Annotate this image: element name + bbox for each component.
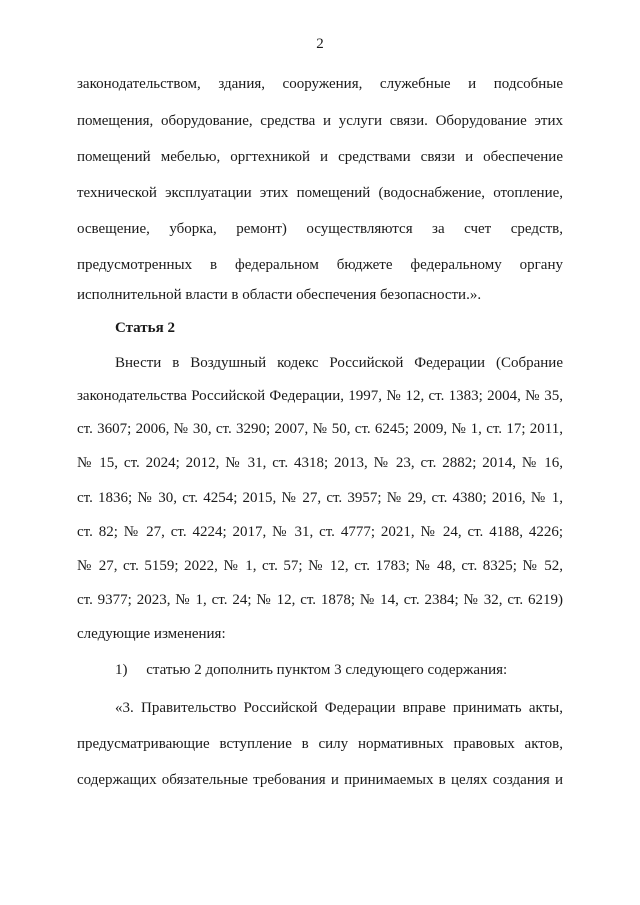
page-number: 2 [316,36,324,52]
text-line: «3. Правительство Российской Федерации вправе принимать акты, [115,700,563,716]
text-line: законодательством, здания, сооружения, служебные и подсобные [77,76,563,92]
text-line: освещение, уборка, ремонт) осуществляются за счет средств, [77,221,563,237]
text-line: содержащих обязательные требования и принимаемых в целях создания и [77,772,563,788]
text-line: Внести в Воздушный кодекс Российской Федерации (Собрание [115,355,563,371]
text-line: ст. 9377; 2023, № 1, ст. 24; № 12, ст. 1878; № 14, ст. 2384; № 32, ст. 6219) [77,592,563,608]
text-line: № 15, ст. 2024; 2012, № 31, ст. 4318; 2013, № 23, ст. 2882; 2014, № 16, [77,455,563,471]
text-line: помещений мебелью, оргтехникой и средствами связи и обеспечение [77,149,563,165]
text-line: исполнительной власти в области обеспечения безопасности.». [77,287,482,303]
text-line: ст. 3607; 2006, № 30, ст. 3290; 2007, № 50, ст. 6245; 2009, № 1, ст. 17; 2011, [77,421,563,437]
text-line: ст. 1836; № 30, ст. 4254; 2015, № 27, ст. 3957; № 29, ст. 4380; 2016, № 1, [77,490,563,506]
text-line: следующие изменения: [77,626,226,642]
article-heading: Статья 2 [115,320,175,336]
text-line: предусмотренных в федеральном бюджете федеральному органу [77,257,563,273]
list-item: 1) статью 2 дополнить пунктом 3 следующего содержания: [115,662,508,678]
text-line: технической эксплуатации этих помещений (водоснабжение, отопление, [77,185,563,201]
text-line: предусматривающие вступление в силу нормативных правовых актов, [77,736,563,752]
text-line: помещения, оборудование, средства и услуги связи. Оборудование этих [77,113,563,129]
text-line: № 27, ст. 5159; 2022, № 1, ст. 57; № 12, ст. 1783; № 48, ст. 8325; № 52, [77,558,563,574]
text-line: ст. 82; № 27, ст. 4224; 2017, № 31, ст. 4777; 2021, № 24, ст. 4188, 4226; [77,524,563,540]
text-line: законодательства Российской Федерации, 1997, № 12, ст. 1383; 2004, № 35, [77,388,563,404]
